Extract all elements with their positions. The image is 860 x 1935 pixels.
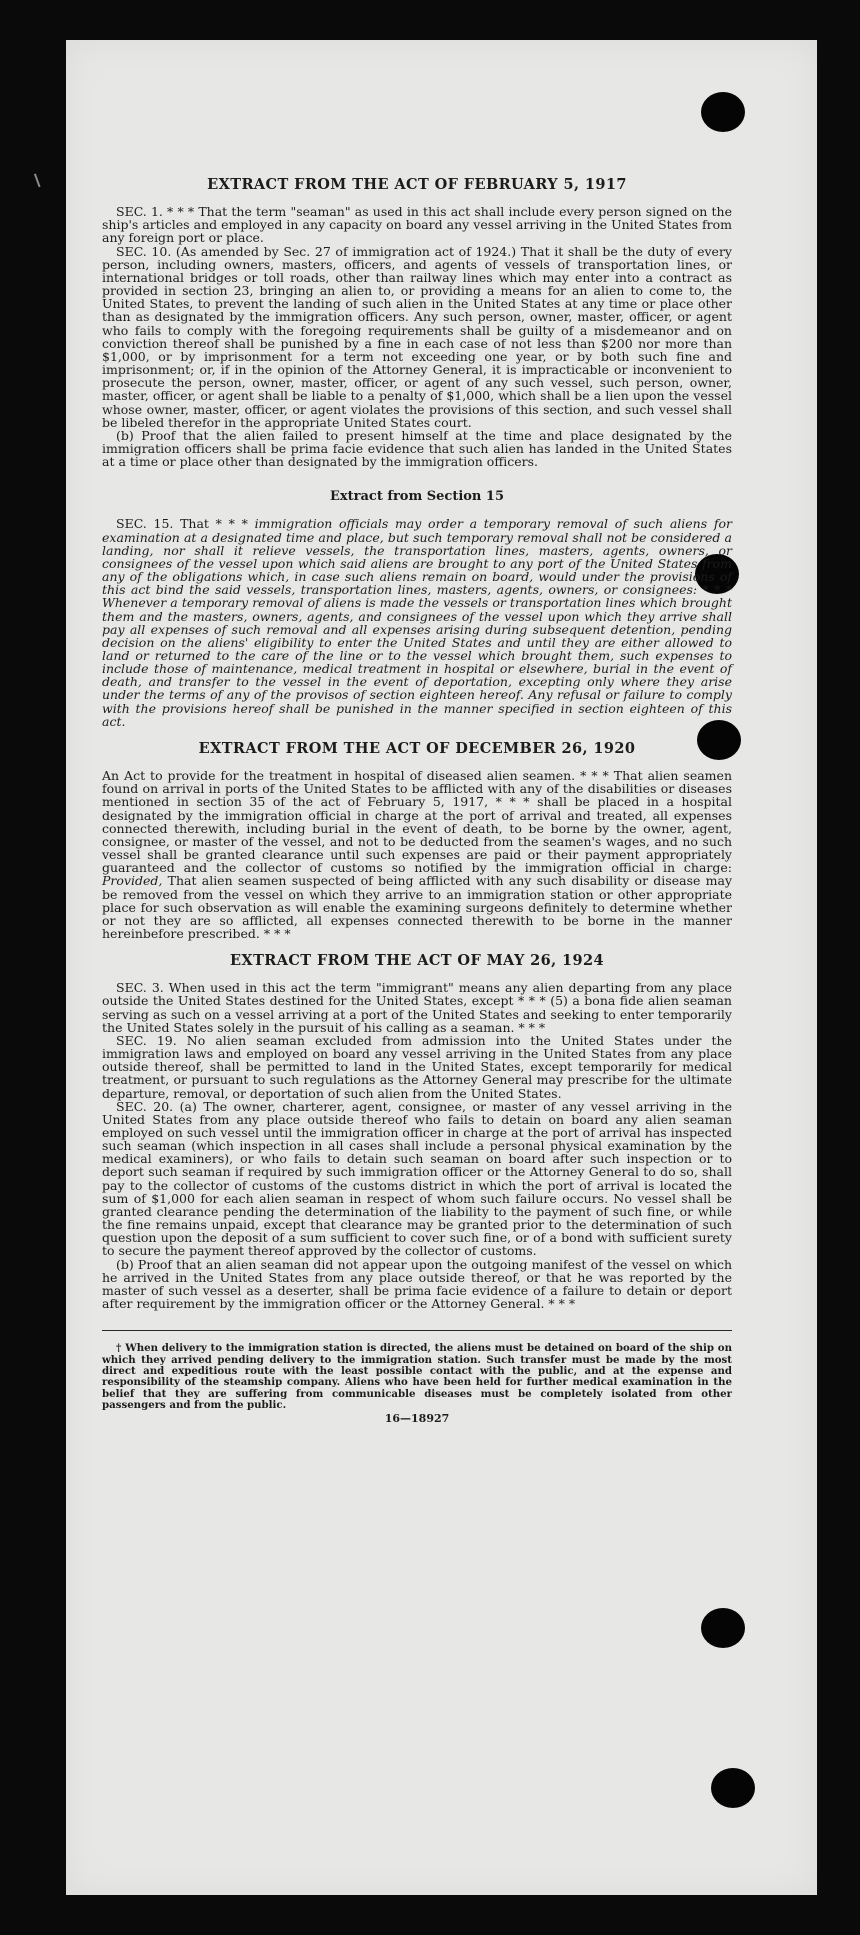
section-15-lead: SEC. 15. That * * *	[116, 516, 248, 532]
dec-1920-paragraph	[102, 769, 732, 940]
dec-1920-text-b: That alien seamen suspected of being afflicted with any such disability or disease may be removed from the vessel on which they arrive to an immigration station or other appropriate place for such observation as will enable the examining surgeons definitely to determine whether or not they are so afflicted, all expenses connected therewith to be borne in the manner hereinbefore prescribed. * * *	[102, 873, 733, 941]
punch-hole	[701, 1608, 745, 1648]
footnote: † When delivery to the immigration station is directed, the aliens must be detained on board of the ship on which they arrived pending delivery to the immigration station. Such transfer must be made by the most direct and expeditious route with the least possible contact with the public, and at the expense and responsibility of the steamship company. Aliens who have been held for further medical examination in the belief that they are suffering from communicable diseases must be completely isolated from other passengers and from the public.	[102, 1342, 732, 1412]
section-1-paragraph: SEC. 1. * * * That the term "seaman" as used in this act shall include every person signed on the ship's articles and employed in any capacity on board any vessel arriving in the United States from any foreign port or place.	[102, 204, 732, 246]
dec-1920-provided: Provided,	[102, 873, 163, 889]
heading-section-15: Extract from Section 15	[329, 489, 505, 505]
heading-may-1924: EXTRACT FROM THE ACT OF MAY 26, 1924	[229, 952, 605, 970]
dec-1920-text-a: An Act to provide for the treatment in hospital of diseased alien seamen. * * * That alien seamen found on arrival in ports of the United States to be afflicted with any of the disabilities or diseases mentioned in section 35 of the act of February 5, 1917, * * * shall be placed in a hospital designated by the immigration official in charge at the port of arrival and treated, all expenses connected therewith, including burial in the event of death, to be borne by the owner, agent, consignee, or master of the vessel, and not to be deducted from the seamen's wages, and no such vessel shall be granted clearance until such expenses are paid or their payment appropriately guaranteed and the collector of customs so notified by the immigration official in charge:	[102, 768, 732, 876]
stray-mark	[34, 171, 48, 188]
section-10b-paragraph: (b) Proof that the alien failed to present himself at the time and place designated by the immigration officers shall be prima facie evidence that such alien has landed in the United States at a time or place other than designated by the immigration officers.	[102, 427, 732, 470]
heading-feb-1917: EXTRACT FROM THE ACT OF FEBRUARY 5, 1917	[207, 176, 627, 193]
footnote-divider	[102, 1330, 732, 1331]
section-20b-paragraph: (b) Proof that an alien seaman did not appear upon the outgoing manifest of the vessel on which he arrived in the United States from any place outside thereof, or that he was reported by the master of such vessel as a deserter, shall be prima facie evidence of a failure to detain or deport after requirement by the immigration officer or the Attorney General. * * *	[102, 1256, 732, 1312]
section-3-paragraph: SEC. 3. When used in this act the term "immigrant" means any alien departing from any place outside the United States destined for the United States, except * * * (5) a bona fide alien seaman serving as such on a vessel arriving at a port of the United States and seeking to enter temporarily the United States solely in the pursuit of his calling as a seaman. * * *	[102, 980, 732, 1035]
section-15-paragraph	[102, 517, 732, 728]
section-15-text: immigration officials may order a temporary removal of such aliens for examination at a designated time and place, but such temporary removal shall not be considered a landing, nor shall it relieve vessels, the transportation lines, masters, agents, owners, or consignees of the vessel upon which said aliens are brought to any port of the United States from any of the obligations which, in case such aliens remain on board, would under the provisions of this act bind the said vessels, transportation lines, masters, agents, owners, or consignees: * * * Whenever a temporary removal of aliens is made the vessels or transportation lines which brought them and the masters, owners, agents, and consignees of the vessel upon which they arrive shall pay all expenses of such removal and all expenses arising during subsequent detention, pending decision on the aliens' eligibility to enter the United States and until they are either allowed to land or returned to the care of the line or to the vessel which brought them, such expenses to include those of maintenance, medical treatment in hospital or elsewhere, burial in the event of death, and transfer to the vessel in the event of deportation, excepting only where they arise under the terms of any of the provisos of section eighteen hereof. Any refusal or failure to comply with the provisions hereof shall be punished in the manner specified in section eighteen of this act.	[102, 516, 732, 729]
section-20a-paragraph: SEC. 20. (a) The owner, charterer, agent, consignee, or master of any vessel arriving in the United States from any place outside thereof who fails to detain on board any alien seaman employed on such vessel until the immigration officer in charge at the port of arrival has inspected such seaman (which inspection in all cases shall include a personal physical examination by the medical examiners), or who fails to detain such seaman on board after such inspection or to deport such seaman if required by such immigration officer or the Attorney General to do so, shall pay to the collector of customs of the customs district in which the port of arrival is located the sum of $1,000 for each alien seaman in respect of whom such failure occurs. No vessel shall be granted clearance pending the determination of the liability to the payment of such fine, or while the fine remains unpaid, except that clearance may be granted prior to the determination of such question upon the deposit of a sum sufficient to cover such fine, or of a bond with sufficient surety to secure the payment thereof approved by the collector of customs.	[102, 1098, 732, 1259]
document-body	[102, 178, 732, 1425]
heading-dec-1920: EXTRACT FROM THE ACT OF DECEMBER 26, 1920	[198, 739, 636, 757]
section-10-paragraph: SEC. 10. (As amended by Sec. 27 of immigration act of 1924.) That it shall be the duty of every person, including owners, masters, officers, and agents of vessels of transportation lines, or international bridges or toll roads, other than railway lines which may enter into a contract as provided in section 23, bringing an alien to, or providing a means for an alien to come to, the United States, to prevent the landing of such alien in the United States at any time or place other than as designated by the immigration officers. Any such person, owner, master, officer, or agent who fails to comply with the foregoing requirements shall be guilty of a misdemeanor and on conviction thereof shall be punished by a fine in each case of not less than $200 nor more than $1,000, or by imprisonment for a term not exceeding one year, or by both such fine and imprisonment; or, if in the opinion of the Attorney General, it is impracticable or inconvenient to prosecute the person, owner, master, officer, or agent of any such vessel, such person, owner, master, officer, or agent shall be liable to a penalty of $1,000, which shall be a lien upon the vessel whose owner, master, officer, or agent violates the provisions of this section, and such vessel shall be libeled therefor in the appropriate United States court.	[102, 243, 732, 430]
section-19-paragraph: SEC. 19. No alien seaman excluded from admission into the United States under the immigration laws and employed on board any vessel arriving in the United States from any place outside thereof, shall be permitted to land in the United States, except temporarily for medical treatment, or pursuant to such regulations as the Attorney General may prescribe for the ultimate departure, removal, or deportation of such alien from the United States.	[102, 1032, 732, 1101]
document-number: 16—18927	[384, 1411, 450, 1425]
punch-hole	[711, 1768, 755, 1808]
punch-hole	[701, 92, 745, 132]
